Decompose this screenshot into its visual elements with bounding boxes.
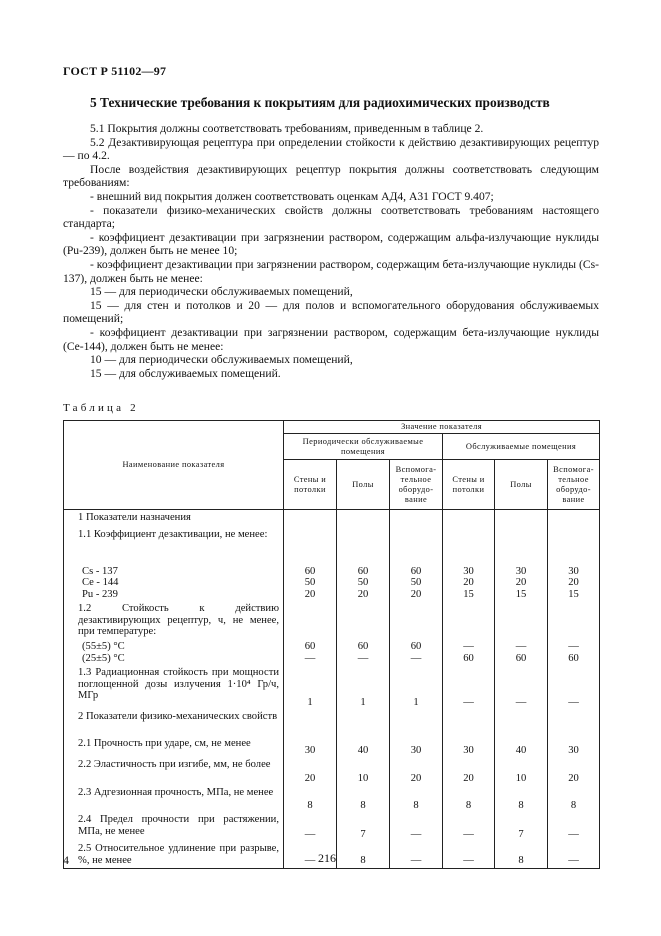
table-row bbox=[64, 757, 600, 785]
indicator-name bbox=[64, 510, 284, 527]
indicator-name bbox=[64, 527, 284, 564]
value: 60 bbox=[410, 565, 422, 577]
paragraph: - коэффициент дезактивации при загрязнении раствором, содержащим бета-излучающие нуклиды (Cs-137), должен быть не менее: bbox=[63, 257, 599, 285]
value-cell bbox=[337, 510, 390, 527]
value: 30 bbox=[304, 744, 316, 756]
subheader-aux: Вспомога-тельное оборудо-вание bbox=[548, 460, 600, 510]
value-cell bbox=[443, 785, 495, 812]
table-row bbox=[64, 785, 600, 812]
value-cell bbox=[337, 709, 390, 736]
value-cell bbox=[495, 564, 548, 602]
indicator-name bbox=[64, 841, 284, 868]
indicator-name-line: Ce - 144 bbox=[82, 577, 119, 589]
value: 60 bbox=[357, 641, 369, 653]
value: 8 bbox=[465, 799, 472, 811]
value-cell bbox=[284, 812, 337, 841]
paragraph: После воздействия дезактивирующих рецептур покрытия должны соответствовать следующим требованиям: bbox=[63, 162, 599, 190]
value-cell bbox=[337, 757, 390, 785]
value: 60 bbox=[515, 652, 527, 664]
paragraph: 5.1 Покрытия должны соответствовать требованиям, приведенным в таблице 2. bbox=[90, 122, 484, 135]
value: 30 bbox=[463, 744, 474, 756]
table-row bbox=[64, 665, 600, 709]
value-cell bbox=[495, 757, 548, 785]
value-cell bbox=[337, 527, 390, 564]
indicator-name-line: (25±5) °С bbox=[82, 652, 125, 664]
indicator-name bbox=[64, 709, 284, 736]
value-cell bbox=[548, 639, 600, 665]
value: 20 bbox=[515, 577, 527, 589]
value-cell bbox=[548, 601, 600, 639]
value: 8 bbox=[413, 799, 419, 811]
value-cell bbox=[337, 812, 390, 841]
value: 60 bbox=[568, 652, 579, 664]
value-cell bbox=[443, 564, 495, 602]
value-cell bbox=[495, 785, 548, 812]
value-cell bbox=[548, 709, 600, 736]
indicator-name-line: 2.2 Эластичность при изгибе, мм, не более bbox=[78, 759, 271, 771]
value: 10 bbox=[515, 772, 527, 784]
table-row bbox=[64, 639, 600, 665]
value: 1 bbox=[360, 696, 366, 708]
value: 20 bbox=[304, 588, 316, 600]
value: 30 bbox=[568, 565, 579, 577]
table-row bbox=[64, 564, 600, 602]
value-cell bbox=[390, 812, 443, 841]
value: — bbox=[515, 696, 527, 708]
value: — bbox=[568, 855, 579, 867]
value-cell bbox=[390, 665, 443, 709]
paragraph: - внешний вид покрытия должен соответствовать оценкам АД4, А31 ГОСТ 9.407; bbox=[90, 189, 494, 203]
subheader-walls: Стены и потолки bbox=[284, 460, 337, 510]
value: 8 bbox=[518, 799, 524, 811]
indicator-name bbox=[64, 785, 284, 812]
indicator-name bbox=[64, 812, 284, 841]
indicator-name-line: 1 Показатели назначения bbox=[78, 512, 191, 523]
value-cell bbox=[443, 527, 495, 564]
value: 30 bbox=[410, 744, 422, 756]
value: 20 bbox=[410, 772, 422, 784]
value-cell bbox=[337, 736, 390, 757]
paragraph: 10 — для периодически обслуживаемых помещений, bbox=[90, 353, 353, 367]
value-cell bbox=[390, 841, 443, 868]
indicator-name bbox=[64, 601, 284, 639]
value: 50 bbox=[357, 577, 369, 589]
value-cell bbox=[443, 757, 495, 785]
value: 8 bbox=[360, 855, 366, 867]
value: 30 bbox=[463, 565, 474, 577]
value-cell bbox=[390, 736, 443, 757]
value: 7 bbox=[518, 828, 524, 840]
value: 50 bbox=[304, 577, 316, 589]
value-cell bbox=[284, 665, 337, 709]
value-cell bbox=[548, 564, 600, 602]
paragraph: 15 — для периодически обслуживаемых помещений, bbox=[90, 285, 353, 299]
value: — bbox=[515, 641, 527, 653]
indicator-name bbox=[64, 639, 284, 665]
paragraph: 15 — для стен и потолков и 20 — для полов и вспомогательного оборудования обслуживаемых помещений; bbox=[63, 298, 599, 326]
page-number-left: 4 bbox=[63, 853, 69, 867]
value-cell bbox=[337, 841, 390, 868]
table-row bbox=[64, 736, 600, 757]
value-cell bbox=[390, 709, 443, 736]
value-cell bbox=[495, 527, 548, 564]
value: 8 bbox=[360, 799, 366, 811]
value-cell bbox=[284, 601, 337, 639]
value-cell bbox=[495, 812, 548, 841]
value: — bbox=[568, 696, 579, 708]
value: 7 bbox=[360, 828, 366, 840]
value: 60 bbox=[410, 641, 422, 653]
indicator-name-line: 2.4 Предел прочности при растяжении, МПа, не менее bbox=[78, 814, 279, 837]
value: 20 bbox=[463, 577, 474, 589]
indicator-name-line: 2.1 Прочность при ударе, см, не менее bbox=[78, 738, 251, 750]
value: 15 bbox=[568, 588, 579, 600]
value: 8 bbox=[307, 799, 313, 811]
value: — bbox=[304, 855, 316, 867]
value: 60 bbox=[304, 641, 316, 653]
table-row bbox=[64, 527, 600, 564]
value: — bbox=[568, 828, 579, 840]
indicator-name bbox=[64, 564, 284, 602]
value: — bbox=[410, 652, 422, 664]
subheader-floors: Полы bbox=[337, 460, 390, 510]
value: 15 bbox=[515, 588, 527, 600]
column-header-name: Наименование показателя bbox=[64, 421, 284, 510]
value-cell bbox=[548, 785, 600, 812]
value: 1 bbox=[307, 696, 313, 708]
value: 20 bbox=[357, 588, 369, 600]
table-row bbox=[64, 601, 600, 639]
value-cell bbox=[337, 601, 390, 639]
value-cell bbox=[337, 639, 390, 665]
value: 60 bbox=[304, 565, 316, 577]
indicator-name-line: Pu - 239 bbox=[82, 588, 118, 600]
value: 20 bbox=[568, 772, 579, 784]
value-cell bbox=[548, 812, 600, 841]
value: — bbox=[410, 828, 422, 840]
value-cell bbox=[443, 709, 495, 736]
value-cell bbox=[495, 665, 548, 709]
value-cell bbox=[443, 841, 495, 868]
group-header-served: Обслуживаемые помещения bbox=[443, 434, 600, 460]
indicator-name-line: 1.3 Радиационная стойкость при мощности поглощенной дозы излучения 1·10⁴ Гр/ч, МГр bbox=[78, 667, 279, 702]
value-cell bbox=[284, 736, 337, 757]
indicator-name-line: Cs - 137 bbox=[82, 565, 118, 577]
value: — bbox=[463, 696, 474, 708]
indicator-name-line: 1.1 Коэффициент дезактивации, не менее: bbox=[78, 528, 268, 540]
value-cell bbox=[548, 510, 600, 527]
value: 20 bbox=[304, 772, 316, 784]
value: 20 bbox=[410, 588, 422, 600]
value: 40 bbox=[357, 744, 369, 756]
subheader-floors: Полы bbox=[495, 460, 548, 510]
value-cell bbox=[495, 601, 548, 639]
value-cell bbox=[284, 639, 337, 665]
value: — bbox=[463, 641, 474, 653]
value-cell bbox=[443, 812, 495, 841]
paragraph: 5.2 Дезактивирующая рецептура при определении стойкости к действию дезактивирующих рецептур — по 4.2. bbox=[63, 135, 599, 163]
value-cell bbox=[548, 665, 600, 709]
indicator-name-line: 2.3 Адгезионная прочность, МПа, не менее bbox=[78, 787, 274, 799]
value-cell bbox=[443, 601, 495, 639]
table-body bbox=[64, 510, 600, 869]
value-cell bbox=[548, 736, 600, 757]
value: 60 bbox=[357, 565, 369, 577]
value-cell bbox=[548, 527, 600, 564]
value-cell bbox=[495, 639, 548, 665]
value: — bbox=[304, 652, 316, 664]
value: — bbox=[463, 855, 474, 867]
value-cell bbox=[390, 564, 443, 602]
document-header: ГОСТ Р 51102—97 bbox=[63, 64, 167, 78]
table-row bbox=[64, 709, 600, 736]
table-caption: Таблица 2 bbox=[63, 402, 139, 414]
value-cell bbox=[443, 736, 495, 757]
value-cell bbox=[495, 736, 548, 757]
value-cell bbox=[284, 527, 337, 564]
value-cell bbox=[443, 639, 495, 665]
value: — bbox=[568, 641, 579, 653]
value-cell bbox=[284, 757, 337, 785]
value: — bbox=[357, 652, 369, 664]
value: 20 bbox=[568, 577, 579, 589]
table-2 bbox=[63, 420, 600, 869]
value-cell bbox=[390, 639, 443, 665]
section-title: 5 Технические требования к покрытиям для радиохимических производств bbox=[90, 95, 550, 110]
value-cell bbox=[337, 785, 390, 812]
value-cell bbox=[284, 709, 337, 736]
indicator-name-line: 2.5 Относительное удлинение при разрыве, %, не менее bbox=[78, 843, 279, 866]
value-cell bbox=[495, 841, 548, 868]
value: 10 bbox=[357, 772, 369, 784]
value: 60 bbox=[463, 652, 474, 664]
paragraph: - коэффициент дезактивации при загрязнении раствором, содержащим бета-излучающие нуклиды (Ce-144), должен быть не менее: bbox=[63, 325, 599, 353]
value: — bbox=[304, 828, 316, 840]
value-cell bbox=[284, 510, 337, 527]
indicator-name bbox=[64, 757, 284, 785]
table-row bbox=[64, 510, 600, 527]
page-number-center: 216 bbox=[318, 851, 336, 865]
value-cell bbox=[390, 601, 443, 639]
paragraph: - коэффициент дезактивации при загрязнении раствором, содержащим альфа-излучающие нуклиды (Pu-239), должен быть не менее 10; bbox=[63, 230, 599, 258]
value-cell bbox=[337, 564, 390, 602]
subheader-aux: Вспомога-тельное оборудо-вание bbox=[390, 460, 443, 510]
paragraph: - показатели физико-механических свойств должны соответствовать требованиям настоящего стандарта; bbox=[63, 203, 599, 231]
value-cell bbox=[337, 665, 390, 709]
value: 30 bbox=[568, 744, 579, 756]
value: — bbox=[410, 855, 422, 867]
value-cell bbox=[495, 709, 548, 736]
value-cell bbox=[548, 757, 600, 785]
value: 20 bbox=[463, 772, 474, 784]
value: — bbox=[463, 828, 474, 840]
group-header-periodic: Периодически обслуживаемые помещения bbox=[284, 434, 443, 460]
column-header-value: Значение показателя bbox=[284, 421, 600, 434]
value-cell bbox=[284, 564, 337, 602]
table-row bbox=[64, 812, 600, 841]
value-cell bbox=[390, 785, 443, 812]
value-cell bbox=[443, 665, 495, 709]
indicator-name-line: (55±5) °С bbox=[82, 641, 125, 653]
indicator-name bbox=[64, 665, 284, 709]
value: 1 bbox=[413, 696, 419, 708]
body-text bbox=[63, 122, 599, 380]
value: 40 bbox=[515, 744, 527, 756]
value-cell bbox=[390, 757, 443, 785]
value-cell bbox=[495, 510, 548, 527]
value-cell bbox=[390, 527, 443, 564]
value: 50 bbox=[410, 577, 422, 589]
indicator-name-line: 2 Показатели физико-механических свойств bbox=[78, 711, 278, 723]
subheader-walls: Стены и потолки bbox=[443, 460, 495, 510]
value: 30 bbox=[515, 565, 527, 577]
indicator-name bbox=[64, 736, 284, 757]
value: 15 bbox=[463, 588, 474, 600]
indicator-name-line: 1.2 Стойкость к действию дезактивирующих рецептур, ч, не менее, при температуре: bbox=[78, 603, 279, 638]
value-cell bbox=[390, 510, 443, 527]
value: 8 bbox=[570, 799, 577, 811]
value: 8 bbox=[518, 855, 524, 867]
value-cell bbox=[548, 841, 600, 868]
paragraph: 15 — для обслуживаемых помещений. bbox=[90, 366, 281, 380]
value-cell bbox=[443, 510, 495, 527]
value-cell bbox=[284, 785, 337, 812]
